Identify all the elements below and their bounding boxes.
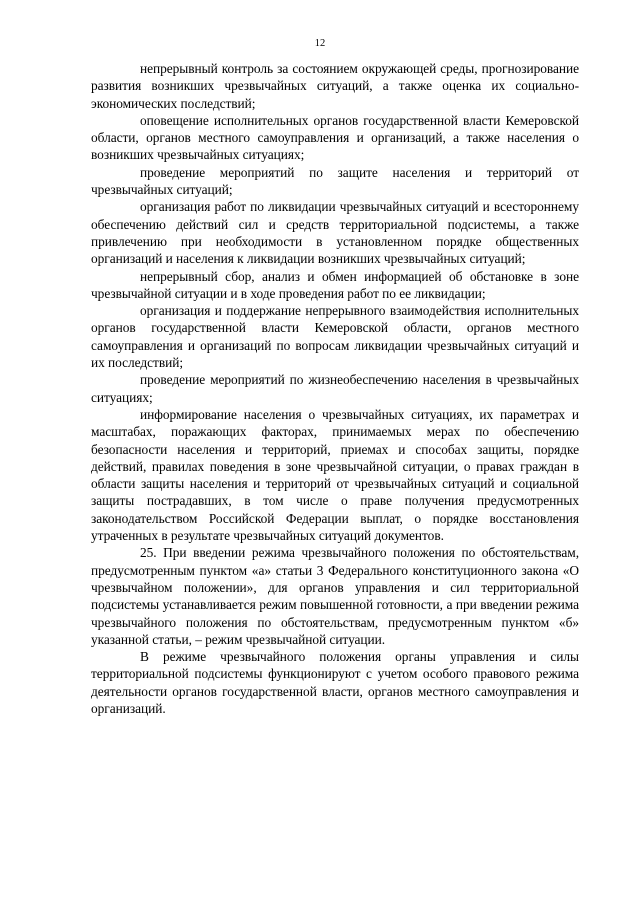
paragraph: оповещение исполнительных органов государственной власти Кемеровской области, органов местного самоуправления и организаций, а также населения о возникших чрезвычайных ситуациях; [91,112,579,163]
paragraph: В режиме чрезвычайного положения органы управления и силы территориальной подсистемы функционируют с учетом особого правового режима деятельности органов государственной власти, органов местного самоуправления и организаций. [91,649,579,716]
paragraph: непрерывный сбор, анализ и обмен информацией об обстановке в зоне чрезвычайной ситуации и в ходе проведения работ по ее ликвидации; [91,268,579,301]
document-body [91,60,579,717]
paragraph: проведение мероприятий по защите населения и территорий от чрезвычайных ситуаций; [91,164,579,198]
paragraph: организация и поддержание непрерывного взаимодействия исполнительных органов государственной власти Кемеровской области, органов местного самоуправления и организаций по вопросам ликвидации чрезвычайных ситуаций и их последствий; [91,303,579,371]
paragraph: организация работ по ликвидации чрезвычайных ситуаций и всестороннему обеспечению действий сил и средств территориальной подсистемы, а также привлечению при необходимости в установленном порядке общественных организаций и населения к ликвидации возникших чрезвычайных ситуаций; [91,199,579,267]
paragraph: информирование населения о чрезвычайных ситуациях, их параметрах и масштабах, поражающих факторах, принимаемых мерах по обеспечению безопасности населения и территорий, приемах и способах защиты, порядке действий, правилах поведения в зоне чрезвычайной ситуации, о правах граждан в области защиты населения и территорий от чрезвычайных ситуаций и социальной защиты пострадавших, в том числе о праве получения предусмотренных законодательством Российской Федерации выплат, о порядке восстановления утраченных в результате чрезвычайных ситуаций документов. [91,406,579,544]
paragraph: 25. При введении режима чрезвычайного положения по обстоятельствам, предусмотренным пунктом «а» статьи 3 Федерального конституционного закона «О чрезвычайном положении», для органов управления и сил территориальной подсистемы устанавливается режим повышенной готовности, а при введении режима чрезвычайного положения по обстоятельствам, предусмотренным пунктом «б» указанной статьи, – режим чрезвычайной ситуации. [91,545,579,647]
paragraph: непрерывный контроль за состоянием окружающей среды, прогнозирование развития возникших чрезвычайных ситуаций, а также оценка их социально-экономических последствий; [91,61,579,111]
page-number: 12 [314,38,326,49]
paragraph: проведение мероприятий по жизнеобеспечению населения в чрезвычайных ситуациях; [91,372,579,405]
